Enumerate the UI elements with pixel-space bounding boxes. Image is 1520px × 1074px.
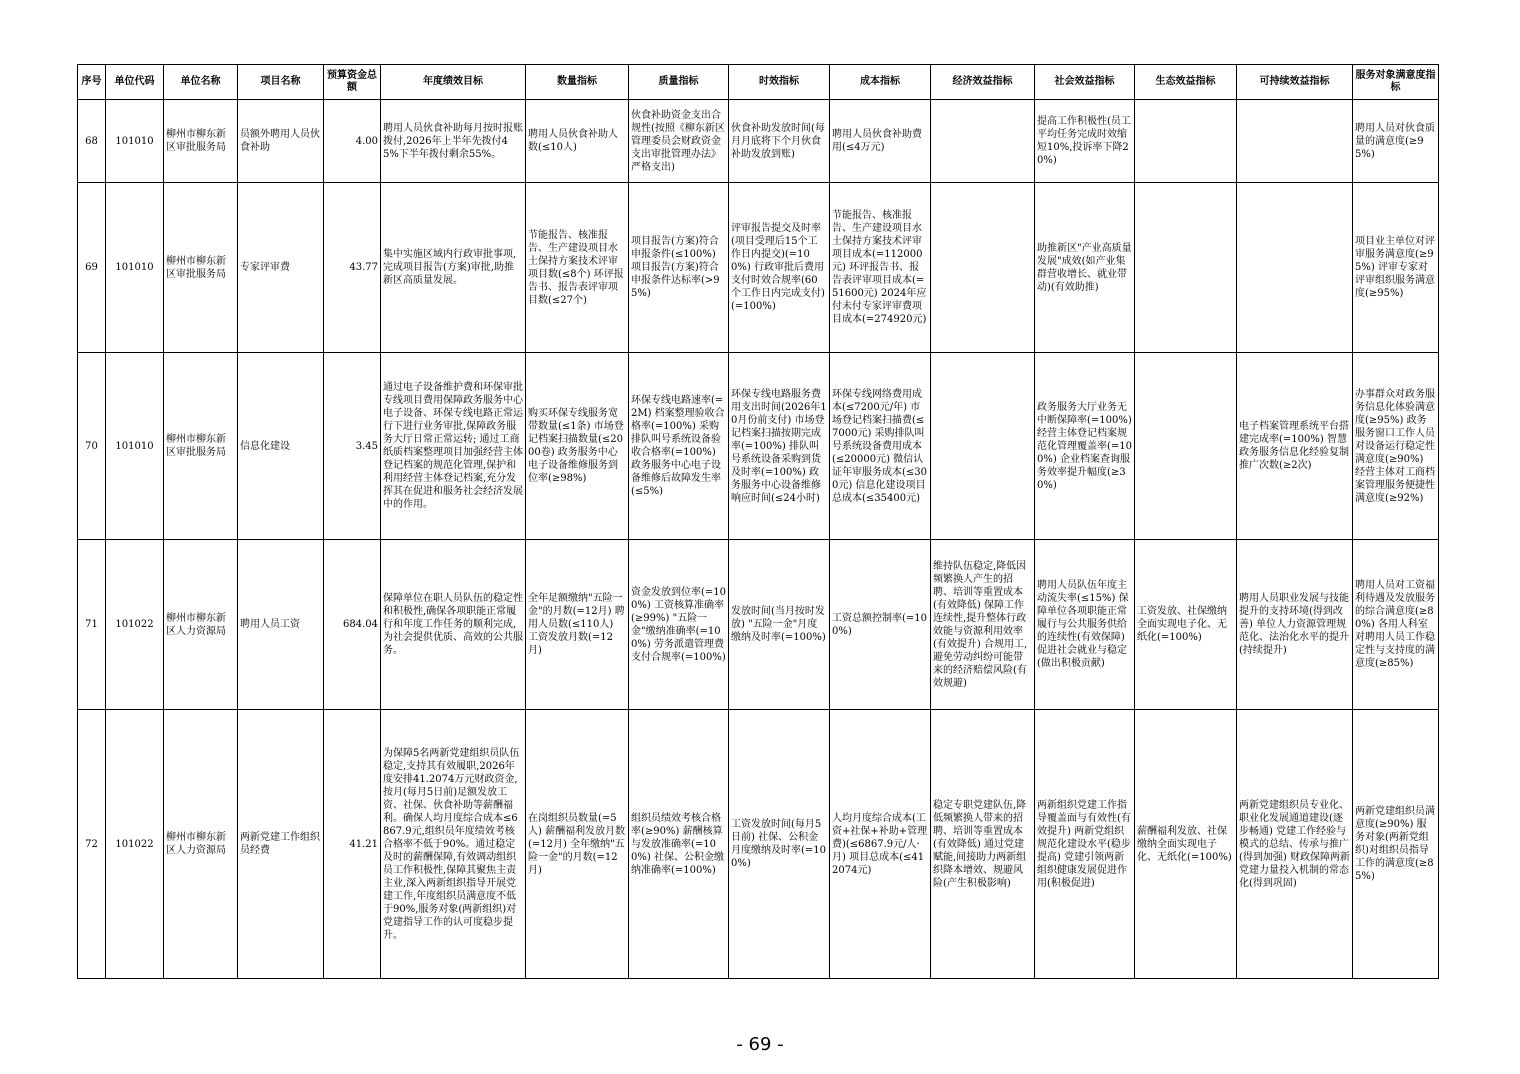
cell-no: 71: [78, 540, 106, 710]
header-timeliness: 时效指标: [729, 65, 830, 100]
cell-quality: 项目报告(方案)符合申报条件(≤100%) 项目报告(方案)符合申报条件达标率(>95%): [629, 183, 729, 353]
cell-cost: 环保专线网络费用成本(≤7200元/年) 市场登记档案扫描费(≤7000元) 采购排队叫号系统设备费用成本(≤20000元) 微信认证年审服务成本(≤300元) 信息化建设项目总成本(≤35400元): [830, 353, 931, 540]
page-number: - 69 -: [736, 1034, 784, 1055]
cell-economic: [931, 353, 1035, 540]
header-cost: 成本指标: [830, 65, 931, 100]
cell-sustain: [1237, 100, 1353, 183]
cell-satisfaction: 聘用人员对工资福利待遇及发放服务的综合满意度(≥80%) 各用人科室对聘用人员工作稳定性与支持度的满意度(≥85%): [1353, 540, 1439, 710]
cell-quantity: 购买环保专线服务宽带数量(≤1条) 市场登记档案扫描数量(≤2000卷) 政务服务中心电子设备维修服务到位率(≥98%): [526, 353, 629, 540]
cell-social: 政务服务大厅业务无中断保障率(=100%) 经营主体登记档案规范化管理覆盖率(=100%) 企业档案查询服务效率提升幅度(≥30%): [1035, 353, 1135, 540]
cell-goal: 通过电子设备维护费和环保审批专线项目费用保障政务服务中心电子设备、环保专线电路正常运行下进行业务审批,保障政务服务大厅日常正常运转; 通过工商纸质档案整理项目加强经营主体登记档案的规范化管理,保护和利用经营主体登记档案,充分发挥其在促进和服务社会经济发展中的作用。: [381, 353, 526, 540]
cell-timeliness: 发放时间(当月按时发放) "五险一金"月度缴纳及时率(=100%): [729, 540, 830, 710]
cell-sustain: [1237, 183, 1353, 353]
cell-satisfaction: 办事群众对政务服务信息化体验满意度(≥95%) 政务服务窗口工作人员对设备运行稳定性满意度(≥90%) 经营主体对工商档案管理服务便捷性满意度(≥92%): [1353, 353, 1439, 540]
cell-budget: 684.04: [324, 540, 381, 710]
cell-unit: 柳州市柳东新区审批服务局: [164, 183, 238, 353]
header-goal: 年度绩效目标: [381, 65, 526, 100]
header-eco: 生态效益指标: [1135, 65, 1237, 100]
cell-timeliness: 伙食补助发放时间(每月月底将下个月伙食补助发放到账): [729, 100, 830, 183]
header-satisfaction: 服务对象满意度指标: [1353, 65, 1439, 100]
cell-project: 专家评审费: [238, 183, 324, 353]
header-quantity: 数量指标: [526, 65, 629, 100]
cell-budget: 3.45: [324, 353, 381, 540]
cell-code: 101010: [106, 353, 164, 540]
cell-project: 聘用人员工资: [238, 540, 324, 710]
header-row: [78, 65, 1439, 100]
cell-eco: [1135, 353, 1237, 540]
cell-code: 101010: [106, 100, 164, 183]
header-quality: 质量指标: [629, 65, 729, 100]
header-no: 序号: [78, 65, 106, 100]
cell-quality: 组织员绩效考核合格率(≥90%) 薪酬核算与发放准确率(=100%) 社保、公积金缴纳准确率(=100%): [629, 710, 729, 979]
cell-unit: 柳州市柳东新区审批服务局: [164, 100, 238, 183]
cell-economic: [931, 100, 1035, 183]
header-project: 项目名称: [238, 65, 324, 100]
cell-no: 68: [78, 100, 106, 183]
cell-budget: 43.77: [324, 183, 381, 353]
cell-code: 101022: [106, 540, 164, 710]
cell-cost: 节能报告、核准报告、生产建设项目水土保持方案技术评审项目成本(=112000元) 环评报告书、报告表评审项目成本(=51600元) 2024年应付未付专家评审费项目成本(=274920元): [830, 183, 931, 353]
cell-project: 信息化建设: [238, 353, 324, 540]
cell-quantity: 全年足额缴纳"五险一金"的月数(=12月) 聘用人员数(≤110人) 工资发放月数(=12月): [526, 540, 629, 710]
header-budget: 预算资金总额: [324, 65, 381, 100]
cell-social: 助推新区"产业高质量发展"成效(如产业集群营收增长、就业带动)(有效助推): [1035, 183, 1135, 353]
cell-unit: 柳州市柳东新区人力资源局: [164, 710, 238, 979]
cell-project: 员额外聘用人员伙食补助: [238, 100, 324, 183]
cell-eco: [1135, 100, 1237, 183]
table-row: [78, 353, 1439, 540]
header-social: 社会效益指标: [1035, 65, 1135, 100]
table-row: [78, 183, 1439, 353]
cell-economic: 稳定专职党建队伍,降低频繁换人带来的招聘、培训等重置成本(有效降低) 通过党建赋能,间接助力两新组织降本增效、规避风险(产生积极影响): [931, 710, 1035, 979]
cell-satisfaction: 聘用人员对伙食质量的满意度(≥95%): [1353, 100, 1439, 183]
table-row: [78, 540, 1439, 710]
cell-social: 提高工作积极性(员工平均任务完成时效缩短10%,投诉率下降20%): [1035, 100, 1135, 183]
cell-no: 70: [78, 353, 106, 540]
cell-unit: 柳州市柳东新区人力资源局: [164, 540, 238, 710]
cell-quality: 资金发放到位率(=100%) 工资核算准确率(≥99%) "五险一金"缴纳准确率(=100%) 劳务派遣管理费支付合规率(=100%): [629, 540, 729, 710]
cell-goal: 聘用人员伙食补助每月按时报账拨付,2026年上半年先拨付45%下半年拨付剩余55%。: [381, 100, 526, 183]
cell-quality: 环保专线电路速率(=2M) 档案整理验收合格率(=100%) 采购排队叫号系统设备验收合格率(=100%) 政务服务中心电子设备维修后故障发生率(≤5%): [629, 353, 729, 540]
cell-quality: 伙食补助资金支出合规性(按照《柳东新区管理委员会财政资金支出审批管理办法》严格支出): [629, 100, 729, 183]
cell-budget: 41.21: [324, 710, 381, 979]
cell-timeliness: 工资发放时间(每月5日前) 社保、公积金月度缴纳及时率(=100%): [729, 710, 830, 979]
cell-quantity: 聘用人员伙食补助人数(≤10人): [526, 100, 629, 183]
cell-sustain: 电子档案管理系统平台搭建完成率(=100%) 智慧政务服务信息化经验复制推广次数(≥2次): [1237, 353, 1353, 540]
cell-goal: 集中实施区域内行政审批事项,完成项目报告(方案)审批,助推新区高质量发展。: [381, 183, 526, 353]
cell-social: 两新组织党建工作指导覆盖面与有效性(有效提升) 两新党组织规范化建设水平(稳步提高) 党建引领两新组织健康发展促进作用(积极促进): [1035, 710, 1135, 979]
cell-no: 69: [78, 183, 106, 353]
cell-quantity: 在岗组织员数量(=5人) 薪酬福利发放月数(=12月) 全年缴纳"五险一金"的月数(=12月): [526, 710, 629, 979]
cell-no: 72: [78, 710, 106, 979]
performance-table: [77, 64, 1439, 979]
cell-goal: 保障单位在职人员队伍的稳定性和积极性,确保各项职能正常履行和年度工作任务的顺利完成,为社会提供优质、高效的公共服务。: [381, 540, 526, 710]
header-economic: 经济效益指标: [931, 65, 1035, 100]
cell-satisfaction: 项目业主单位对评审服务满意度(≥95%) 评审专家对评审组织服务满意度(≥95%): [1353, 183, 1439, 353]
cell-project: 两新党建工作组织员经费: [238, 710, 324, 979]
cell-unit: 柳州市柳东新区审批服务局: [164, 353, 238, 540]
cell-quantity: 节能报告、核准报告、生产建设项目水土保持方案技术评审项目数(≤8个) 环评报告书、报告表评审项目数(≤27个): [526, 183, 629, 353]
cell-goal: 为保障5名两新党建组织员队伍稳定,支持其有效履职,2026年度安排41.2074万元财政资金,按月(每月5日前)足额发放工资、社保、伙食补助等薪酬福利。确保人均月度综合成本≤6867.9元,组织员年度绩效考核合格率不低于90%。通过稳定及时的薪酬保障,有效调动组织员工作积极性,保障其聚焦主责主业,深入两新组织指导开展党建工作,年度组织员满意度不低于90%,服务对象(两新组织)对党建指导工作的认可度稳步提升。: [381, 710, 526, 979]
cell-economic: [931, 183, 1035, 353]
cell-timeliness: 评审报告提交及时率(项目受理后15个工作日内提交)(=100%) 行政审批后费用支付时效合规率(60个工作日内完成支付)(=100%): [729, 183, 830, 353]
cell-social: 聘用人员队伍年度主动流失率(≤15%) 保障单位各项职能正常履行与公共服务供给的连续性(有效保障) 促进社会就业与稳定(做出积极贡献): [1035, 540, 1135, 710]
cell-cost: 人均月度综合成本(工资+社保+补助+管理费)(≤6867.9元/人·月) 项目总成本(≤412074元): [830, 710, 931, 979]
cell-eco: 工资发放、社保缴纳全面实现电子化、无纸化(=100%): [1135, 540, 1237, 710]
header-code: 单位代码: [106, 65, 164, 100]
cell-sustain: 两新党建组织员专业化、职业化发展通道建设(逐步畅通) 党建工作经验与模式的总结、传承与推广(得到加强) 财政保障两新党建力量投入机制的常态化(得到巩固): [1237, 710, 1353, 979]
cell-eco: [1135, 183, 1237, 353]
header-sustain: 可持续效益指标: [1237, 65, 1353, 100]
cell-timeliness: 环保专线电路服务费用支出时间(2026年10月份前支付) 市场登记档案扫描按期完成率(=100%) 排队叫号系统设备采购到货及时率(=100%) 政务服务中心设备维修响应时间(≤24小时): [729, 353, 830, 540]
cell-sustain: 聘用人员职业发展与技能提升的支持环境(得到改善) 单位人力资源管理规范化、法治化水平的提升(持续提升): [1237, 540, 1353, 710]
cell-satisfaction: 两新党建组织员满意度(≥90%) 服务对象(两新党组织)对组织员指导工作的满意度(≥85%): [1353, 710, 1439, 979]
header-unit: 单位名称: [164, 65, 238, 100]
cell-cost: 聘用人员伙食补助费用(≤4万元): [830, 100, 931, 183]
cell-economic: 维持队伍稳定,降低因频繁换人产生的招聘、培训等重置成本(有效降低) 保障工作连续性,提升整体行政效能与资源利用效率(有效提升) 合规用工,避免劳动纠纷可能带来的经济赔偿风险(有效规避): [931, 540, 1035, 710]
cell-code: 101010: [106, 183, 164, 353]
table-row: [78, 100, 1439, 183]
cell-code: 101022: [106, 710, 164, 979]
cell-budget: 4.00: [324, 100, 381, 183]
table-row: [78, 710, 1439, 979]
cell-eco: 薪酬福利发放、社保缴纳全面实现电子化、无纸化(=100%): [1135, 710, 1237, 979]
cell-cost: 工资总额控制率(=100%): [830, 540, 931, 710]
